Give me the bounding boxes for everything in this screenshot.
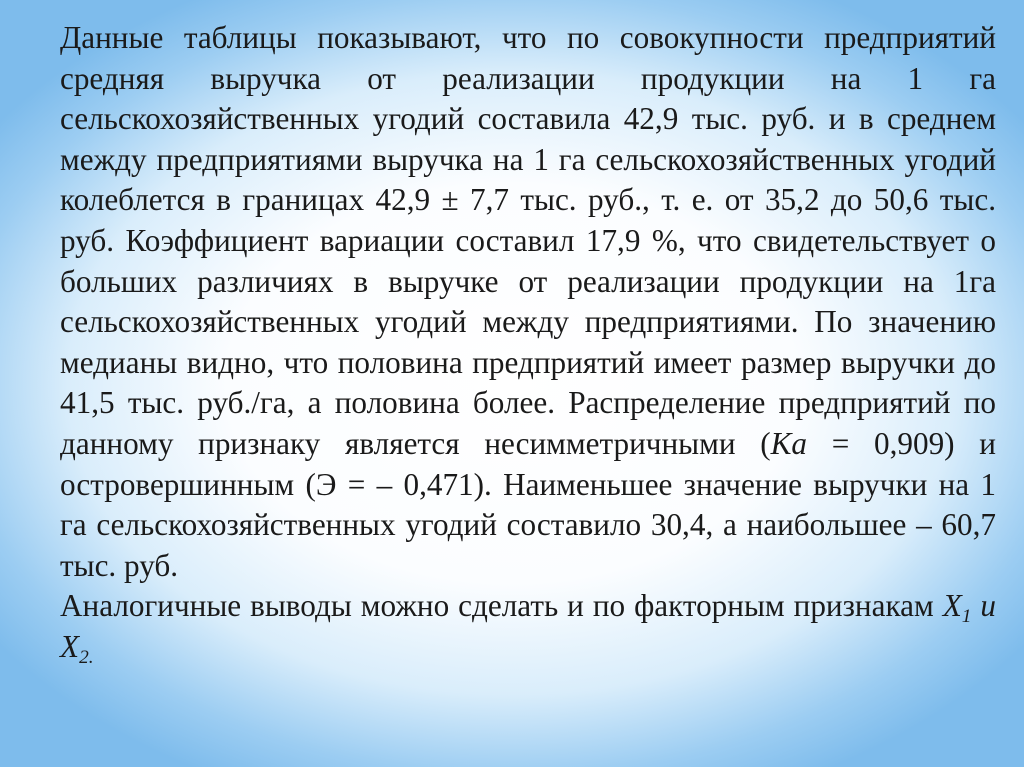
factor-x2-subscript: 2. [79, 646, 94, 668]
paragraph-results-text: Данные таблицы показывают, что по совокупности предприятий средняя выручка от реализации продукции на 1 га сельскохозяйственных угодий составила 42,9 тыс. руб. и в среднем между предприятиями выручка на 1 га сельскохозяйственных угодий колеблется в границах 42,9 ± 7,7 тыс. руб., т. е. от 35,2 до 50,6 тыс. руб. Коэффициент вариации составил 17,9 %, что свидетельствует о больших различиях в выручке от реализации продукции на 1га сельскохозяйственных угодий между предприятиями. По значению медианы видно, что половина предприятий имеет размер выручки до 41,5 тыс. руб./га, а половина более. Распределение предприятий по данному признаку является несимметричными ( [60, 20, 996, 461]
factor-x2-symbol: X [60, 628, 80, 664]
asymmetry-coefficient-symbol: Ка [770, 425, 807, 461]
slide-body [60, 18, 996, 668]
paragraph-conclusion-text: Аналогичные выводы можно сделать и по факторным признакам [60, 588, 943, 624]
paragraph-results-text-continued: = 0,909) и островершинным (Э = – 0,471). Наименьшее значение выручки на 1 га сельскохозяйственных угодий составило 30,4, а наибольшее – 60,7 тыс. руб. [60, 425, 996, 583]
factor-x1 [942, 588, 972, 628]
factor-x1-symbol: X [942, 588, 962, 624]
factor-x1-subscript: 1 [961, 606, 972, 628]
conjunction: и [971, 588, 997, 624]
paragraph-conclusion [60, 586, 996, 667]
paragraph-results [60, 18, 996, 586]
factor-x2 [60, 628, 94, 668]
